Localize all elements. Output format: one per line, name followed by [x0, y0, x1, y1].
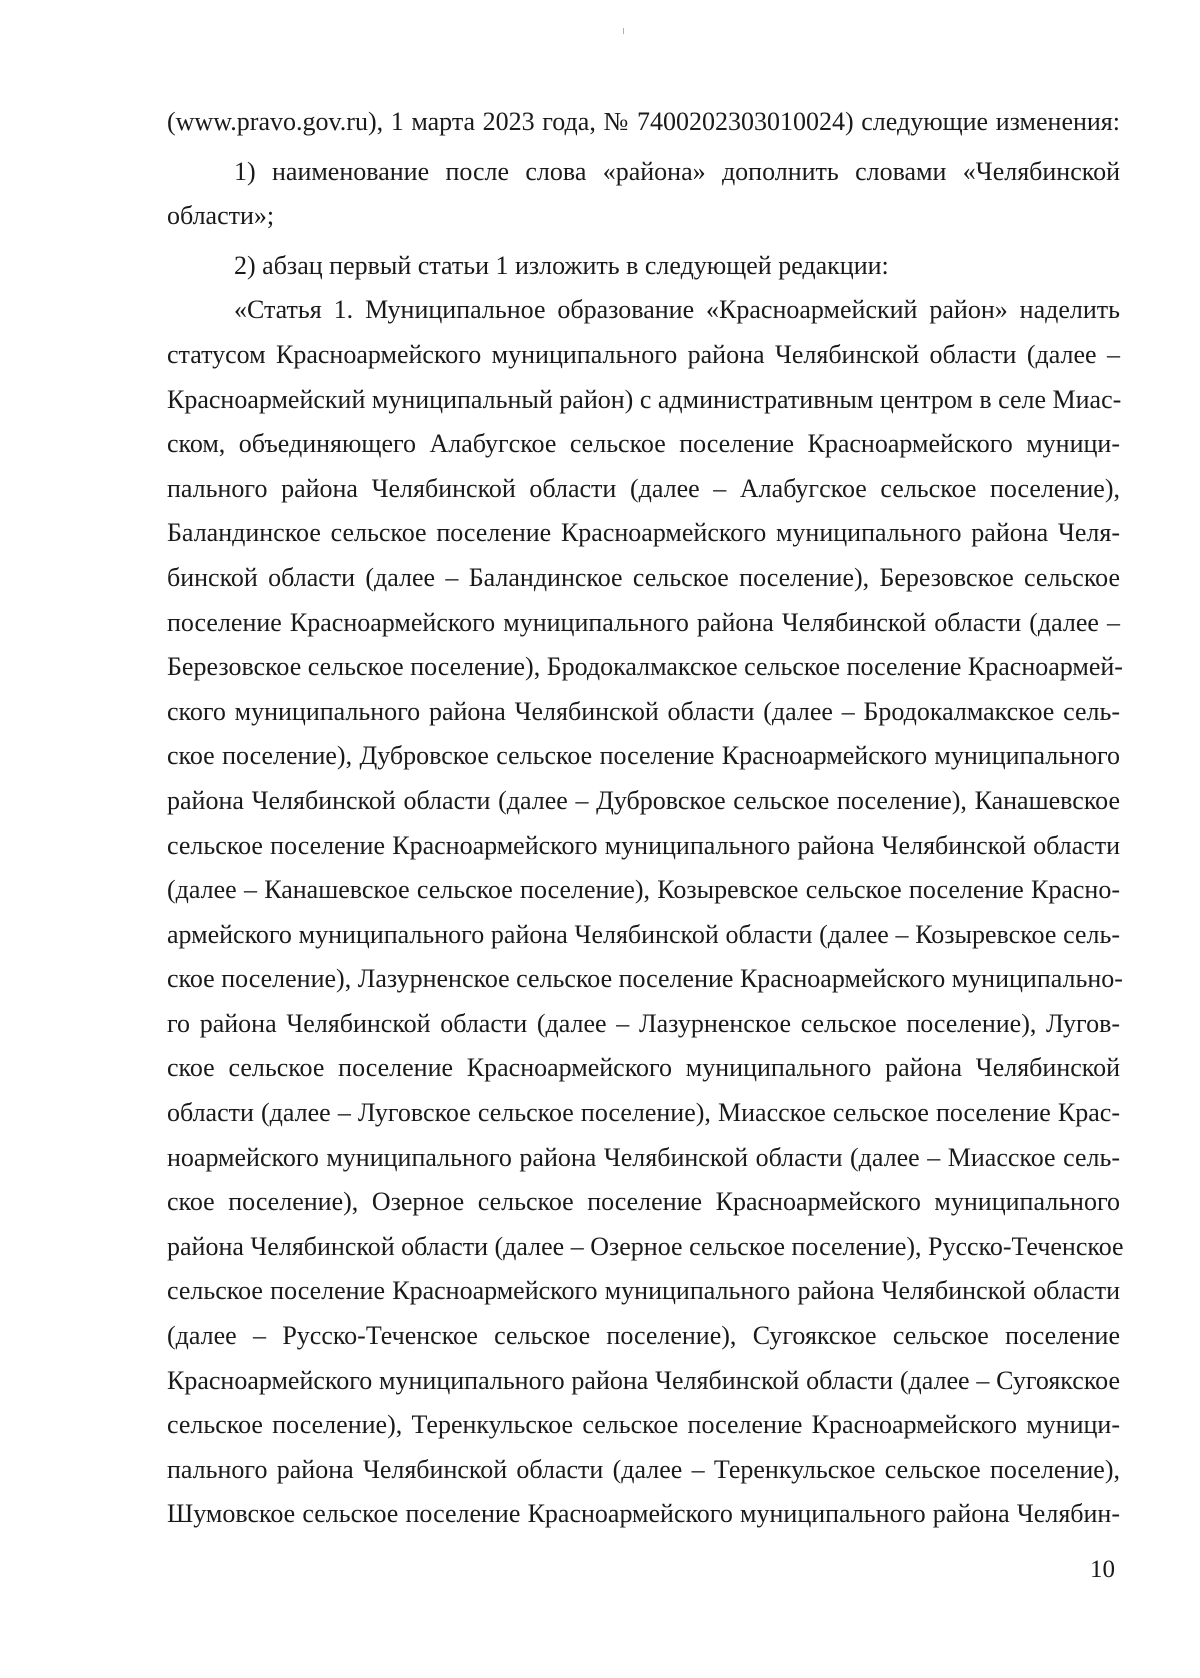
text-line: пального района Челябинской области (далее – Алабугское сельское поселение),	[167, 473, 1120, 503]
text-line: бинской области (далее – Баландинское сельское поселение), Березовское сельское	[167, 562, 1120, 592]
text-line: Шумовское сельское поселение Красноармейского муниципального района Челябин-	[167, 1499, 1120, 1529]
text-line: сельское поселение Красноармейского муниципального района Челябинской области	[167, 830, 1120, 860]
text-line: ноармейского муниципального района Челябинской области (далее – Миасское сель-	[167, 1142, 1120, 1172]
text-line: Березовское сельское поселение), Бродокалмакское сельское поселение Красноармей-	[167, 652, 1123, 682]
text-line: ское поселение), Дубровское сельское поселение Красноармейского муниципального	[167, 741, 1120, 771]
text-line: ское поселение), Лазурненское сельское поселение Красноармейского муниципально-	[167, 964, 1123, 994]
text-line: 1) наименование после слова «района» дополнить словами «Челябинской	[234, 156, 1120, 186]
text-line: района Челябинской области (далее – Дубровское сельское поселение), Канашевское	[167, 785, 1120, 815]
text-line: го района Челябинской области (далее – Лазурненское сельское поселение), Лугов-	[167, 1008, 1120, 1038]
text-line: ское поселение), Озерное сельское поселение Красноармейского муниципального	[167, 1187, 1120, 1217]
text-line: района Челябинской области (далее – Озерное сельское поселение), Русско-Теченское	[167, 1231, 1124, 1261]
text-line: (далее – Канашевское сельское поселение), Козыревское сельское поселение Красно-	[167, 875, 1120, 905]
text-line: армейского муниципального района Челябинской области (далее – Козыревское сель-	[167, 919, 1120, 949]
text-line: ском, объединяющего Алабугское сельское поселение Красноармейского муници-	[167, 429, 1120, 459]
scan-artifact	[623, 28, 624, 34]
document-body	[167, 100, 1124, 1537]
text-line: статусом Красноармейского муниципального района Челябинской области (далее –	[167, 339, 1120, 369]
text-line: сельское поселение Красноармейского муниципального района Челябинской области	[167, 1276, 1120, 1306]
text-line: ское сельское поселение Красноармейского муниципального района Челябинской	[167, 1053, 1120, 1083]
text-line: ского муниципального района Челябинской области (далее – Бродокалмакское сель-	[167, 696, 1120, 726]
text-line: Красноармейский муниципальный район) с административным центром в селе Миас-	[167, 384, 1122, 414]
text-line: 2) абзац первый статьи 1 изложить в следующей редакции:	[234, 250, 889, 280]
text-line: Красноармейского муниципального района Челябинской области (далее – Сугоякское	[167, 1365, 1120, 1395]
page-number: 10	[1090, 1556, 1115, 1583]
text-line: (далее – Русско-Теченское сельское поселение), Сугоякское сельское поселение	[167, 1321, 1120, 1351]
text-line: пального района Челябинской области (далее – Теренкульское сельское поселение),	[167, 1454, 1120, 1484]
text-line: поселение Красноармейского муниципального района Челябинской области (далее –	[167, 607, 1120, 637]
text-line: области»;	[167, 201, 275, 231]
text-line: сельское поселение), Теренкульское сельское поселение Красноармейского муници-	[167, 1410, 1120, 1440]
text-line: Баландинское сельское поселение Красноармейского муниципального района Челя-	[167, 518, 1120, 548]
text-line: области (далее – Луговское сельское поселение), Миасское сельское поселение Крас-	[167, 1098, 1120, 1128]
text-line: (www.pravo.gov.ru), 1 марта 2023 года, № 7400202303010024) следующие изменения:	[167, 107, 1120, 136]
text-line: «Статья 1. Муниципальное образование «Красноармейский район» наделить	[234, 295, 1120, 325]
